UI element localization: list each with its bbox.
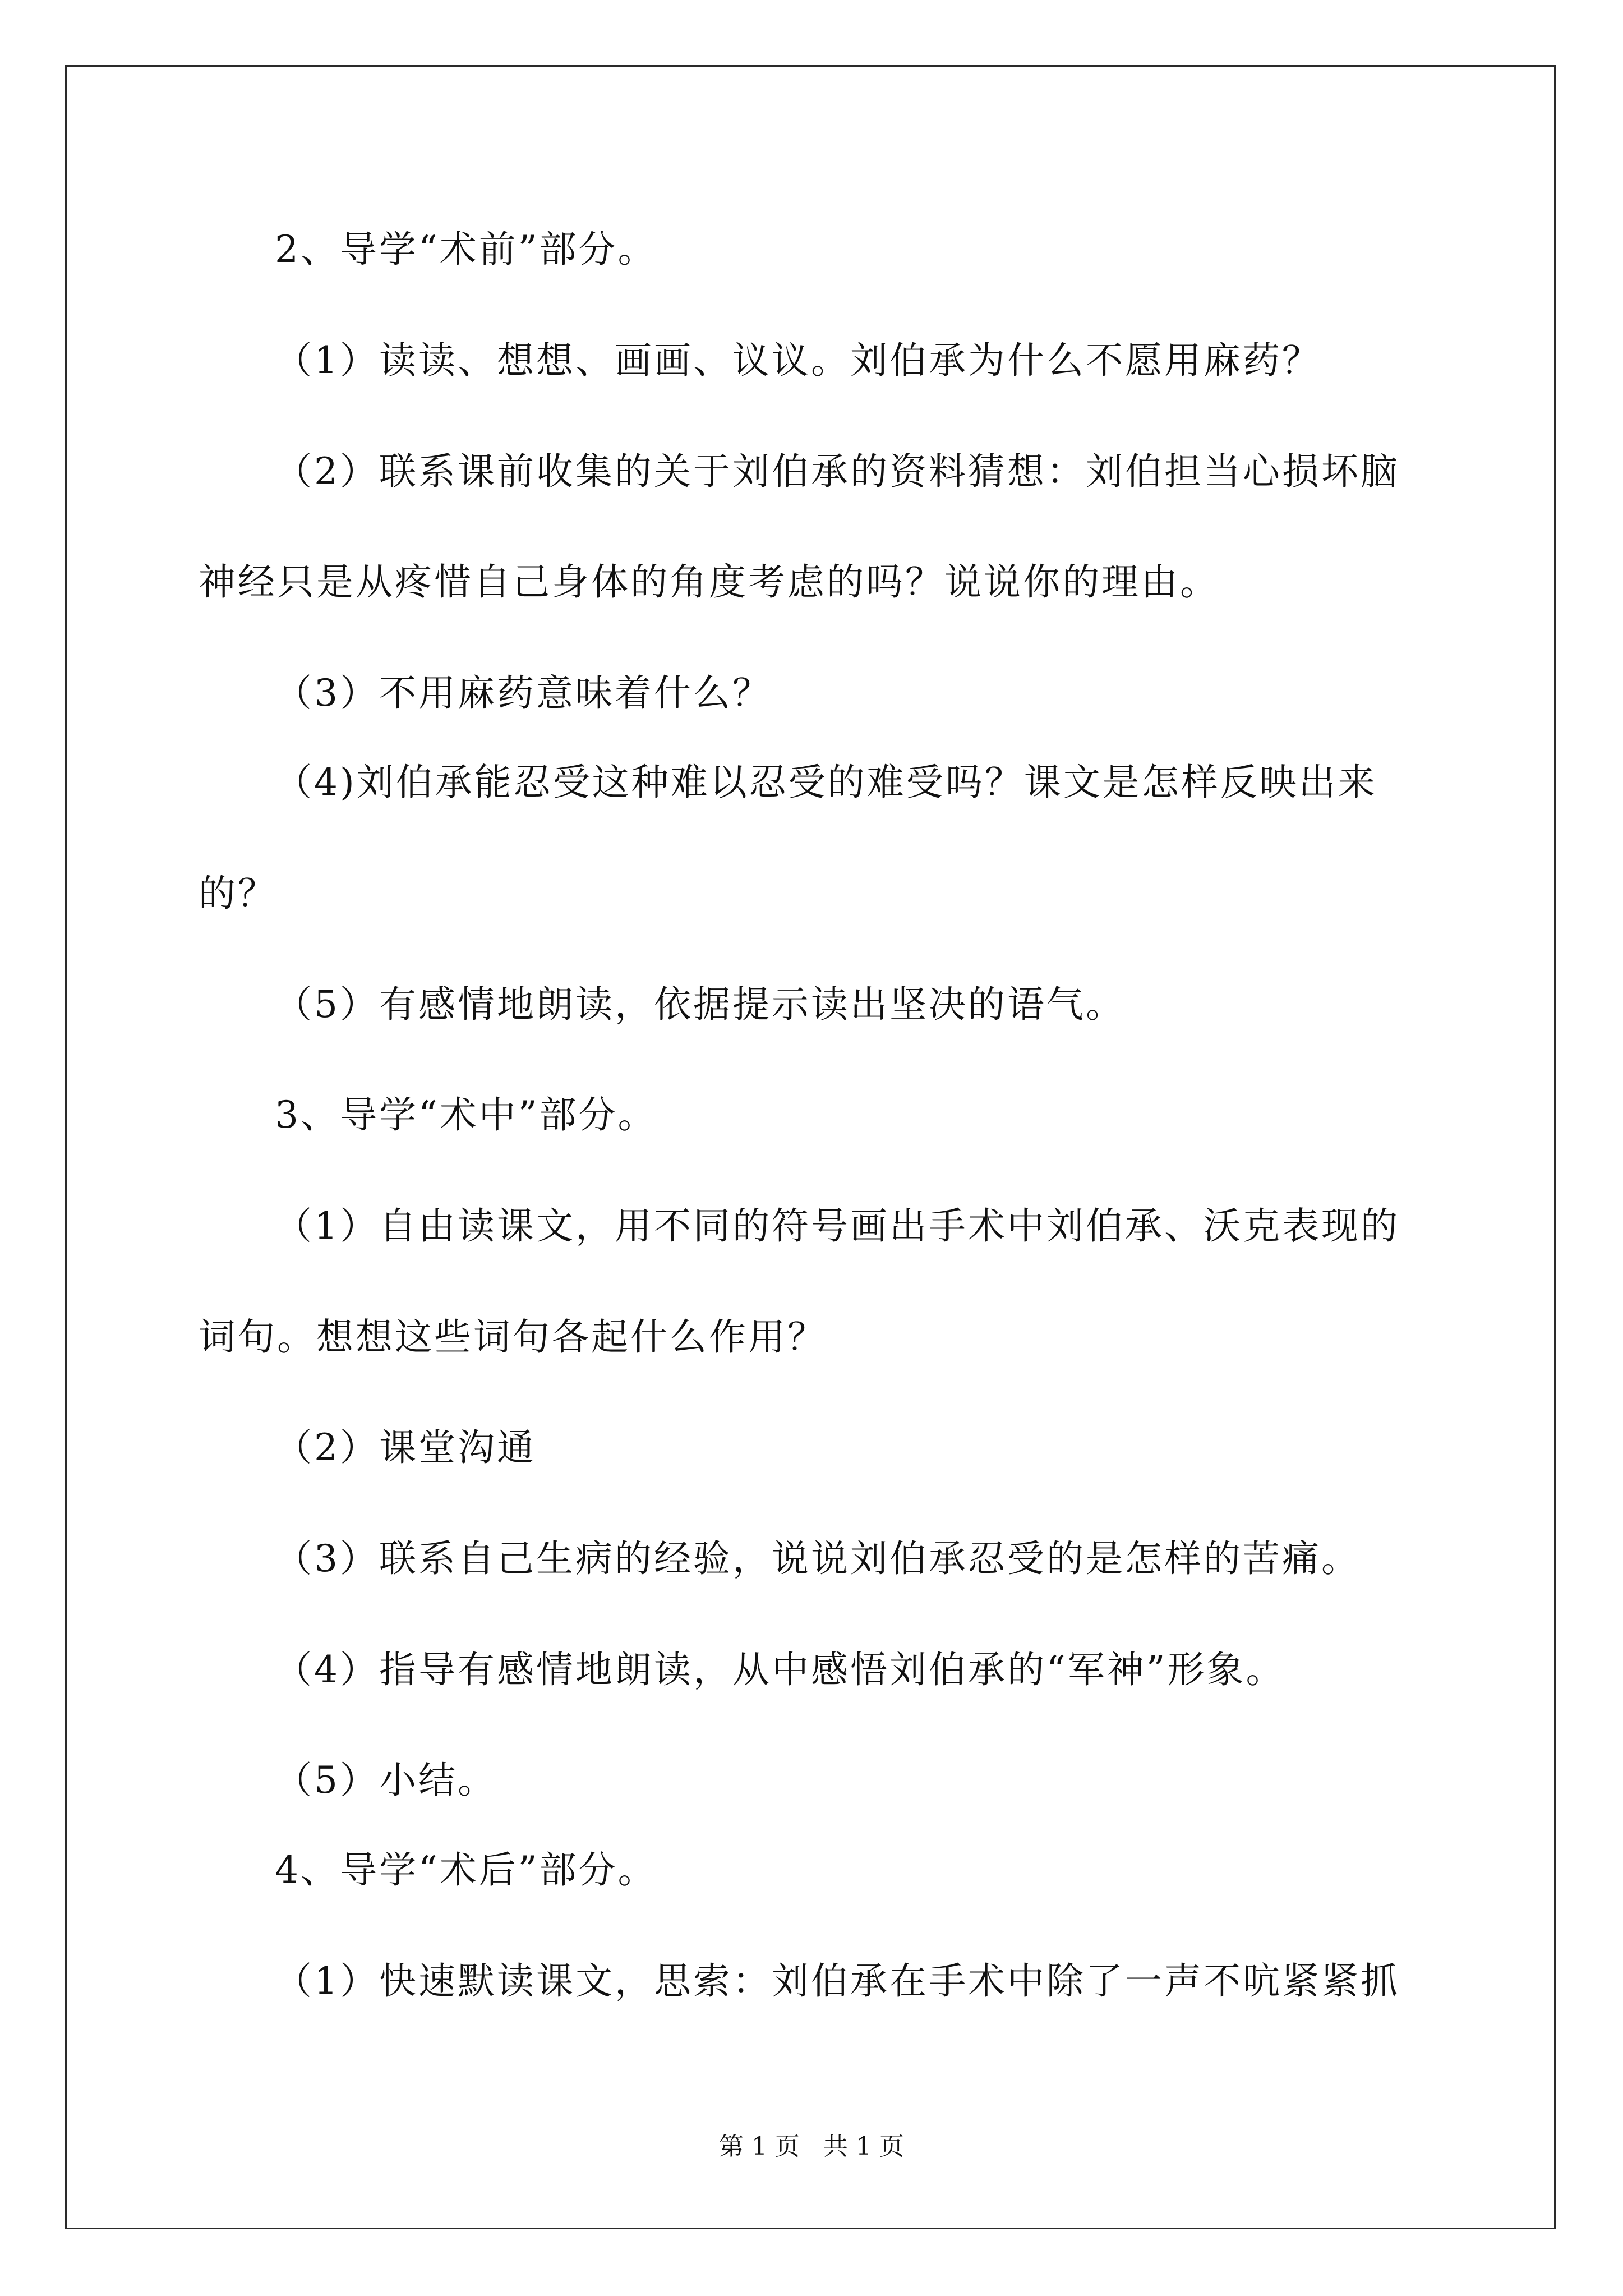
section-heading: 3、导学“术中”部分。 — [275, 1093, 657, 1137]
paragraph-line: 神经只是从疼惜自己身体的角度考虑的吗？说说你的理由。 — [199, 560, 1219, 604]
paragraph-line: （4）指导有感情地朗读，从中感悟刘伯承的“军神”形象。 — [275, 1648, 1285, 1691]
paragraph-line: （4)刘伯承能忍受这种难以忍受的难受吗？课文是怎样反映出来 — [275, 761, 1377, 804]
page-border — [65, 65, 1556, 2229]
paragraph-line: （3）联系自己生病的经验，说说刘伯承忍受的是怎样的苦痛。 — [275, 1537, 1361, 1580]
paragraph-line: （2）联系课前收集的关于刘伯承的资料猜想：刘伯担当心损坏脑 — [275, 450, 1400, 493]
paragraph-line: （3）不用麻药意味着什么？ — [275, 671, 772, 715]
paragraph-line: 的？ — [199, 872, 277, 915]
paragraph-line: （5）小结。 — [275, 1759, 497, 1802]
paragraph-line: 词句。想想这些词句各起什么作用？ — [199, 1315, 827, 1359]
page-number-footer: 第 1 页 共 1 页 — [719, 2132, 904, 2161]
paragraph-line: （5）有感情地朗读，依据提示读出坚决的语气。 — [275, 983, 1125, 1026]
paragraph-line: （1）读读、想想、画画、议议。刘伯承为什么不愿用麻药？ — [275, 339, 1321, 382]
paragraph-line: （1）快速默读课文，思索：刘伯承在手术中除了一声不吭紧紧抓 — [275, 1959, 1400, 2003]
section-heading: 2、导学“术前”部分。 — [275, 228, 657, 271]
paragraph-line: （2）课堂沟通 — [275, 1426, 536, 1469]
paragraph-line: （1）自由读课文，用不同的符号画出手术中刘伯承、沃克表现的 — [275, 1204, 1400, 1248]
section-heading: 4、导学“术后”部分。 — [275, 1848, 657, 1892]
